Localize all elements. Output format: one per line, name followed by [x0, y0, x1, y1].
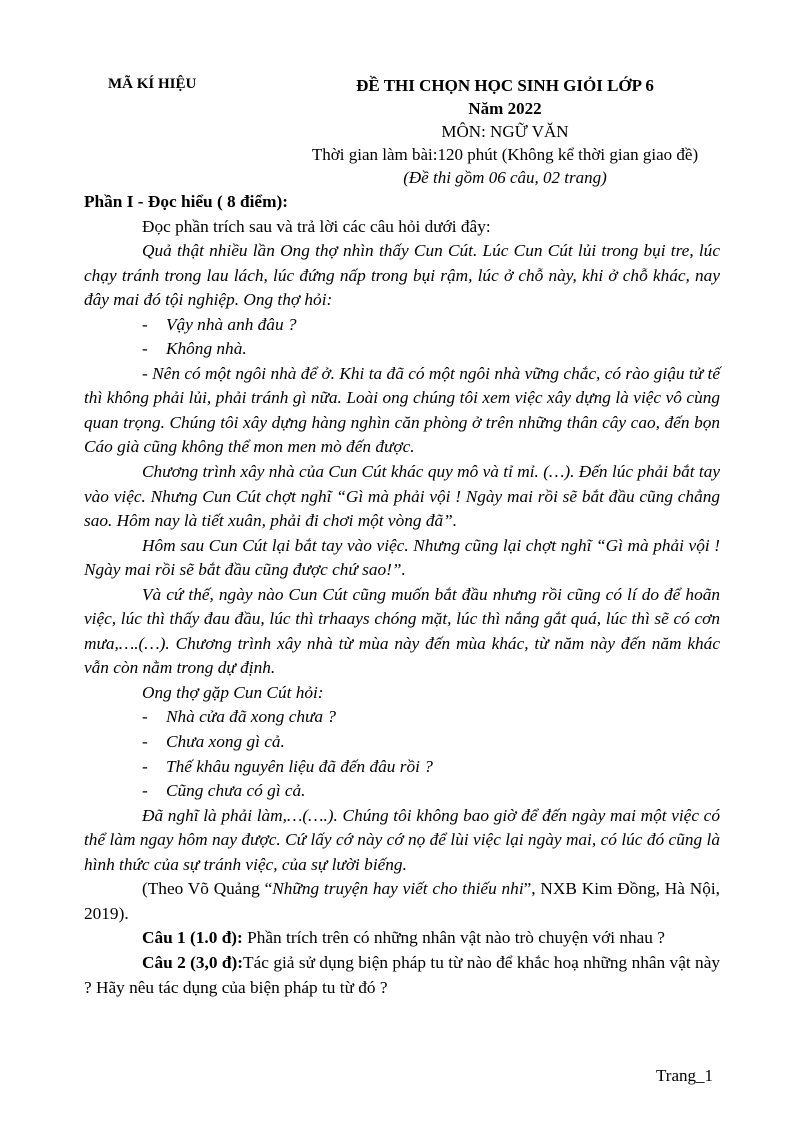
exam-time: Thời gian làm bài:120 phút (Không kể thời gian giao đề) [311, 145, 699, 164]
exam-header [290, 74, 720, 189]
page-number: Trang_1 [656, 1066, 713, 1085]
passage-paragraph: - Nên có một ngôi nhà để ở. Khi ta đã có một ngôi nhà vững chắc, có rào giậu tử tế thì không phải lủi, phải tránh gì nữa. Loài ong chúng tôi xem việc xây dựng là việc vô cùng quan trọng. Chúng tôi xây dựng hàng nghìn căn phòng ở trên những thân cây cao, đến bọn Cáo già cũng không thể mon men mò đến được. [84, 363, 720, 457]
code-label: MÃ KÍ HIỆU [108, 76, 197, 92]
passage-paragraph: Ong thợ gặp Cun Cút hỏi: [142, 682, 324, 702]
exam-note: (Đề thi gồm 06 câu, 02 trang) [403, 168, 607, 187]
exam-subject: MÔN: NGỮ VĂN [441, 122, 569, 141]
passage-paragraph: Và cứ thế, ngày nào Cun Cút cũng muốn bắt đầu nhưng rồi cũng có lí do để hoãn việc, lúc thì thấy đau đầu, lúc thì trhaays chóng mặt, lúc thì nắng gắt quá, lúc thì sẽ có cơn mưa,….(…). Chương trình xây nhà từ mùa này đến mùa khác, từ năm này đến năm khác vẫn còn nằm trong dự định. [84, 584, 720, 678]
question-2: Câu 2 (3,0 đ):Tác giả sử dụng biện pháp tu từ nào để khắc hoạ những nhân vật này ? Hãy nêu tác dụng của biện pháp tu từ đó ? [84, 952, 721, 997]
dialogue-line: - Thế khâu nguyên liệu đã đến đâu rồi ? [142, 756, 433, 776]
dialogue-line: - Không nhà. [142, 339, 247, 359]
instruction: Đọc phần trích sau và trả lời các câu hỏi dưới đây: [142, 216, 491, 236]
question-1: Câu 1 (1.0 đ): Phần trích trên có những nhân vật nào trò chuyện với nhau ? [142, 928, 665, 948]
dialogue-line: - Cũng chưa có gì cả. [142, 781, 306, 801]
dialogue-line: - Vậy nhà anh đâu ? [142, 314, 297, 334]
source-citation: (Theo Võ Quảng “Những truyện hay viết cho thiếu nhi”, NXB Kim Đồng, Hà Nội, 2019). [84, 879, 720, 923]
passage-paragraph: Chương trình xây nhà của Cun Cút khác quy mô và tỉ mỉ. (…). Đến lúc phải bắt tay vào việc. Nhưng Cun Cút chợt nghĩ “Gì mà phải vội ! Ngày mai rồi sẽ bắt đầu cũng chẳng sao. Hôm nay là tiết xuân, phải đi chơi một vòng đã”. [84, 462, 720, 531]
exam-title: ĐỀ THI CHỌN HỌC SINH GIỎI LỚP 6 [356, 76, 654, 95]
passage-paragraph: Đã nghĩ là phải làm,…(….). Chúng tôi không bao giờ để đến ngày mai một việc có thể làm ngay hôm nay được. Cứ lấy cớ này cớ nọ để lùi việc lại ngày mai, có lúc đó cũng là hình thức của sự tránh việc, của sự lười biếng. [84, 805, 720, 874]
exam-content [84, 190, 720, 1000]
passage-paragraph: Hôm sau Cun Cút lại bắt tay vào việc. Nhưng cũng lại chợt nghĩ “Gì mà phải vội ! Ngày mai rồi sẽ bắt đầu cũng được chứ sao!”. [84, 535, 720, 580]
exam-year: Năm 2022 [468, 99, 542, 118]
passage-paragraph: Quả thật nhiều lần Ong thợ nhìn thấy Cun Cút. Lúc Cun Cút lủi trong bụi tre, lúc chạy tránh trong lau lách, lúc đứng nấp trong bụi rậm, lúc ở chỗ này, khi ở chỗ khác, nay đây mai đó tội nghiệp. Ong thợ hỏi: [84, 241, 720, 310]
dialogue-line: - Chưa xong gì cả. [142, 732, 285, 752]
dialogue-line: - Nhà cửa đã xong chưa ? [142, 707, 337, 727]
section-title: Phần I - Đọc hiểu ( 8 điểm): [84, 192, 289, 211]
